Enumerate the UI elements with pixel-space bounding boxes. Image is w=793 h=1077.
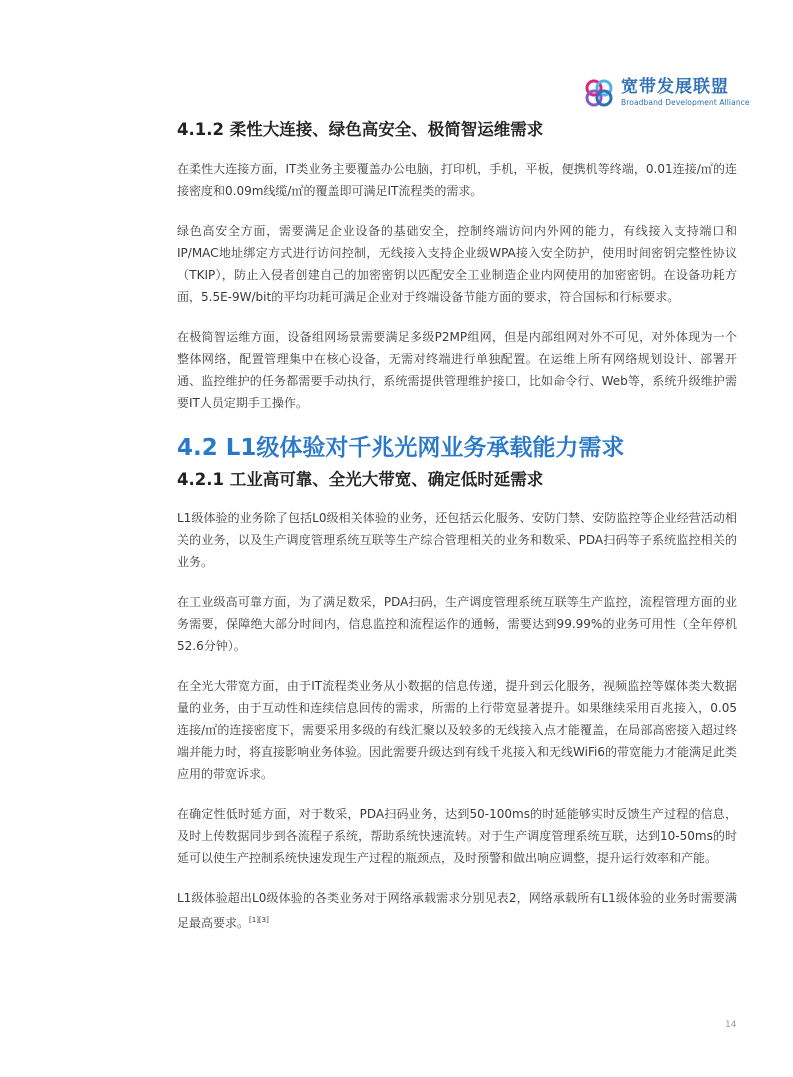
main-content xyxy=(177,118,737,934)
section-heading-4-2-1: 4.2.1 工业高可靠、全光大带宽、确定低时延需求 xyxy=(177,470,544,489)
paragraph: 在确定性低时延方面，对于数采，PDA扫码业务，达到50-100ms的时延能够实时反馈生产过程的信息，及时上传数据同步到各流程子系统，帮助系统快速流转。对于生产调度管理系统互联，达到10-50ms的时延可以使生产控制系统快速发现生产过程的瓶颈点，及时预警和做出响应调整，提升运行效率和产能。 xyxy=(177,807,737,865)
paragraph: L1级体验的业务除了包括L0级相关体验的业务，还包括云化服务、安防门禁、安防监控等企业经营活动相关的业务，以及生产调度管理系统互联等生产综合管理相关的业务和数采、PDA扫码等子系统监控相关的业务。 xyxy=(177,511,737,569)
section-heading-4-2: 4.2 L1级体验对千兆光网业务承载能力需求 xyxy=(177,435,625,461)
paragraph: 在极简智运维方面，设备组网场景需要满足多级P2MP组网，但是内部组网对外不可见，对外体现为一个整体网络，配置管理集中在核心设备，无需对终端进行单独配置。在运维上所有网络规划设计、部署开通、监控维护的任务都需要手动执行，系统需提供管理维护接口，比如命令行、Web等，系统升级维护需要IT人员定期手工操作。 xyxy=(177,330,737,410)
citation-reference[interactable]: [1][3] xyxy=(249,916,269,924)
logo-title-cn: 宽带发展联盟 xyxy=(621,77,729,98)
alliance-logo xyxy=(583,77,750,109)
page-number: 14 xyxy=(725,1020,737,1030)
paragraph-text: L1级体验超出L0级体验的各类业务对于网络承载需求分别见表2，网络承载所有L1级体验的业务时需要满足最高要求。 xyxy=(177,891,737,930)
section-heading-4-1-2: 4.1.2 柔性大连接、绿色高安全、极简智运维需求 xyxy=(177,120,544,139)
logo-title-en: Broadband Development Alliance xyxy=(621,98,750,108)
alliance-logo-icon xyxy=(583,77,615,109)
paragraph: 绿色高安全方面，需要满足企业设备的基础安全，控制终端访问内外网的能力，有线接入支持端口和IP/MAC地址绑定方式进行访问控制，无线接入支持企业级WPA接入安全防护，使用时间密钥完整性协议（TKIP），防止入侵者创建自己的加密密钥以匹配安全工业制造企业内网使用的加密密钥。在设备功耗方面，5.5E-9W/bit的平均功耗可满足企业对于终端设备节能方面的要求，符合国标和行标要求。 xyxy=(177,224,737,304)
paragraph: 在全光大带宽方面，由于IT流程类业务从小数据的信息传递，提升到云化服务，视频监控等媒体类大数据量的业务，由于互动性和连续信息回传的需求，所需的上行带宽显著提升。如果继续采用百兆接入，0.05连接/㎡的连接密度下，需要采用多级的有线汇聚以及较多的无线接入点才能覆盖，在局部高密接入超过终端并能力时，将直接影响业务体验。因此需要升级达到有线千兆接入和无线WiFi6的带宽能力才能满足此类应用的带宽诉求。 xyxy=(177,679,737,781)
paragraph-with-citation xyxy=(177,887,737,934)
paragraph: 在柔性大连接方面，IT类业务主要覆盖办公电脑，打印机，手机，平板，便携机等终端，0.01连接/㎡的连接密度和0.09m线缆/㎡的覆盖即可满足IT流程类的需求。 xyxy=(177,162,737,198)
paragraph: 在工业级高可靠方面，为了满足数采，PDA扫码，生产调度管理系统互联等生产监控，流程管理方面的业务需要，保障绝大部分时间内，信息监控和流程运作的通畅，需要达到99.99%的业务可用性（全年停机52.6分钟）。 xyxy=(177,595,737,653)
